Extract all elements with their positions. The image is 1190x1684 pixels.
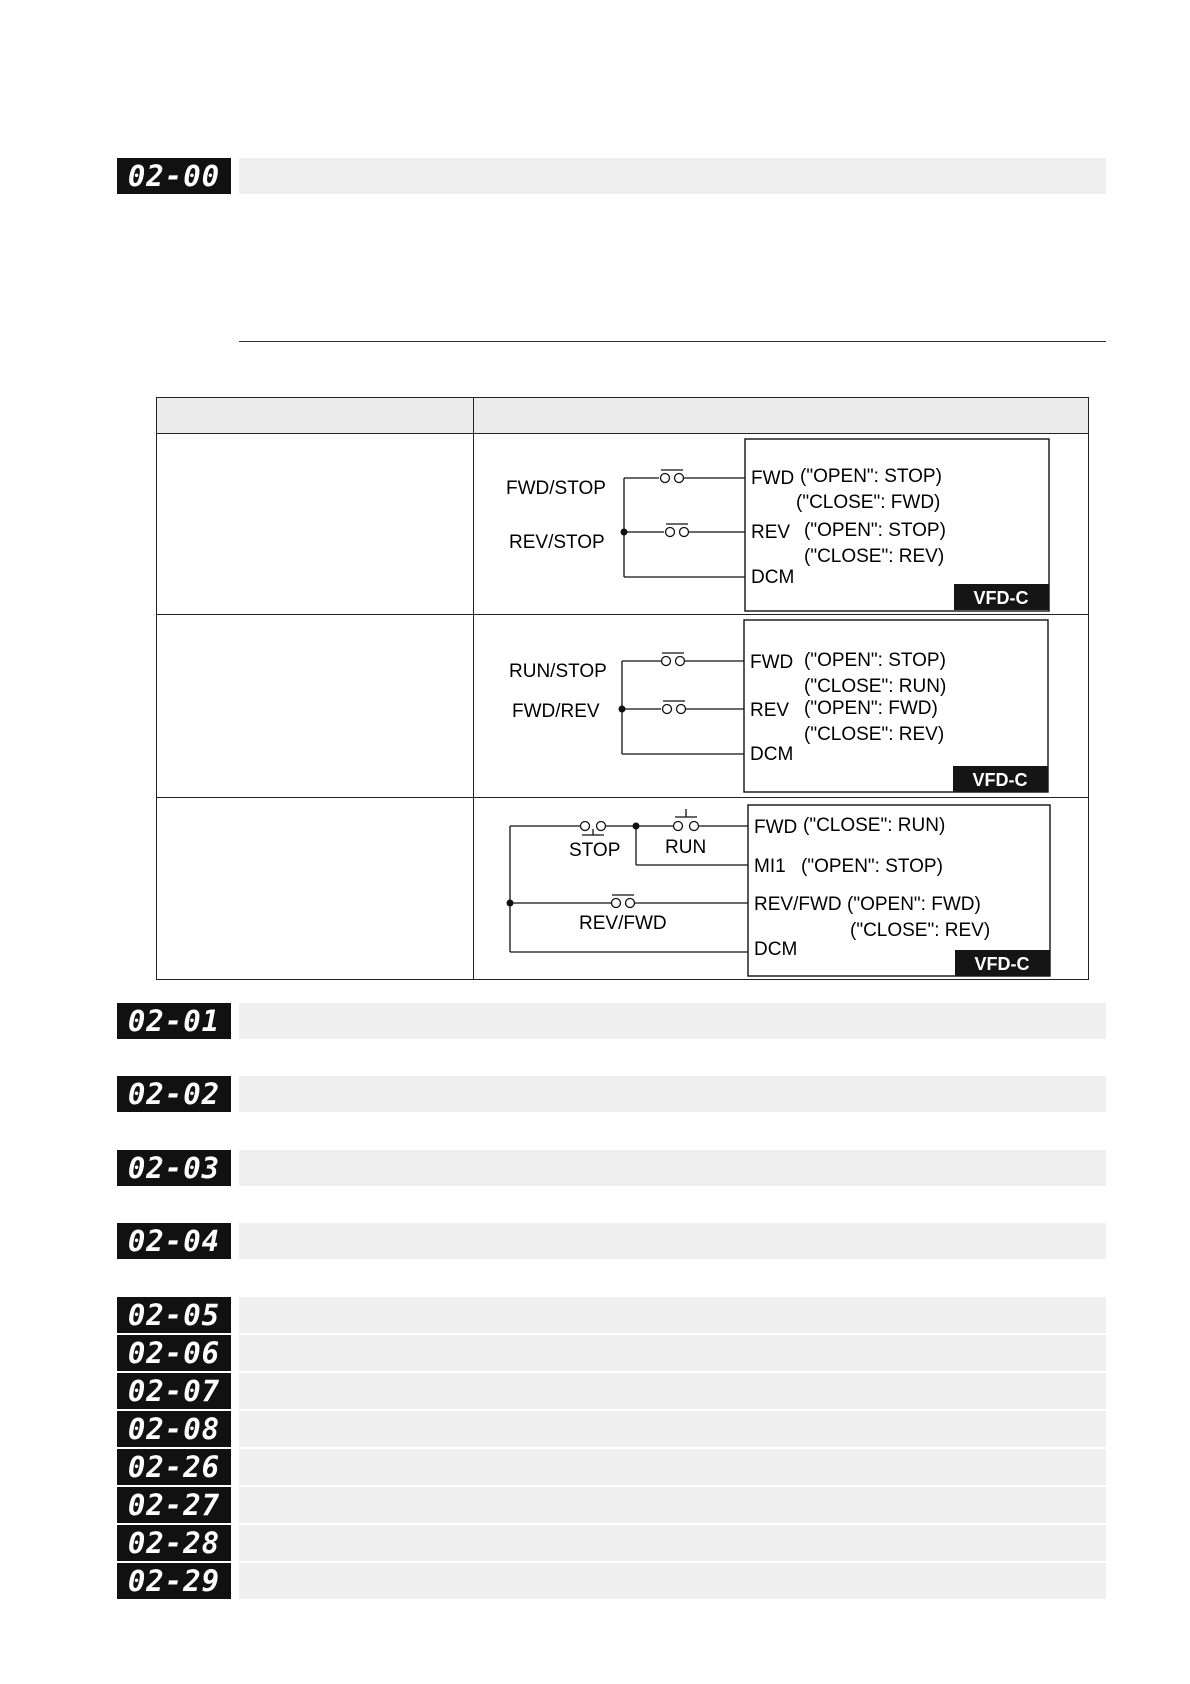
param-code-display: 02-27: [117, 1487, 231, 1523]
terminal-label: MI1: [754, 856, 786, 877]
param-row-02-04: [117, 1223, 1106, 1259]
param-row-02-03: [117, 1150, 1106, 1186]
state-label: ("OPEN": FWD): [804, 698, 938, 719]
state-label: ("CLOSE": REV): [804, 546, 945, 567]
terminal-label: REV/FWD: [754, 894, 842, 915]
param-header-bar: [239, 1487, 1106, 1523]
terminal-label: FWD: [750, 652, 794, 673]
param-header-bar: [239, 1563, 1106, 1599]
wiring-diagram-fwd-rev: [474, 434, 1088, 614]
param-code-display: 02-01: [117, 1003, 231, 1039]
param-header-bar: [239, 1335, 1106, 1371]
terminal-label: DCM: [754, 939, 798, 960]
state-label: ("OPEN": STOP): [801, 856, 943, 877]
state-label: ("CLOSE": RUN): [804, 676, 947, 697]
param-header-bar: [239, 1449, 1106, 1485]
section-divider: [239, 341, 1106, 342]
terminal-label: DCM: [751, 567, 795, 588]
terminal-label: REV: [750, 700, 790, 721]
state-label: ("CLOSE": REV): [804, 724, 945, 745]
terminal-label: DCM: [750, 744, 794, 765]
switch-label: STOP: [569, 840, 621, 861]
param-row-02-27: [117, 1487, 1106, 1523]
drive-badge: VFD-C: [973, 588, 1029, 608]
param-row-02-08: [117, 1411, 1106, 1447]
param-header-bar: [239, 1373, 1106, 1409]
switch-label: RUN/STOP: [509, 661, 607, 682]
param-row-02-00: [117, 158, 1106, 194]
param-code-display: 02-04: [117, 1223, 231, 1259]
drive-badge: VFD-C: [972, 770, 1028, 790]
param-code-display: 02-26: [117, 1449, 231, 1485]
state-label: ("OPEN": FWD): [847, 894, 981, 915]
param-header-bar: [239, 1411, 1106, 1447]
param-header-bar: [239, 1525, 1106, 1561]
param-code-display: 02-29: [117, 1563, 231, 1599]
param-row-02-28: [117, 1525, 1106, 1561]
param-header-bar: [239, 1150, 1106, 1186]
state-label: ("CLOSE": REV): [850, 920, 991, 941]
drive-badge: VFD-C: [974, 954, 1030, 974]
switch-label: REV/STOP: [509, 532, 605, 553]
state-label: ("CLOSE": FWD): [796, 492, 941, 513]
wiring-diagram-three-wire: [474, 799, 1088, 979]
terminal-label: REV: [751, 522, 791, 543]
param-row-02-05: [117, 1297, 1106, 1333]
param-code-display: 02-06: [117, 1335, 231, 1371]
param-code-display: 02-07: [117, 1373, 231, 1409]
param-header-bar: [239, 1297, 1106, 1333]
param-code-display: 02-08: [117, 1411, 231, 1447]
state-label: ("OPEN": STOP): [804, 520, 946, 541]
switch-label: FWD/REV: [512, 701, 600, 722]
param-code-display: 02-28: [117, 1525, 231, 1561]
param-row-02-01: [117, 1003, 1106, 1039]
param-code-display: 02-05: [117, 1297, 231, 1333]
state-label: ("CLOSE": RUN): [803, 815, 946, 836]
param-code-display: 02-00: [117, 158, 231, 194]
switch-label: REV/FWD: [579, 913, 667, 934]
param-code-display: 02-03: [117, 1150, 231, 1186]
state-label: ("OPEN": STOP): [804, 650, 946, 671]
param-row-02-26: [117, 1449, 1106, 1485]
terminal-label: FWD: [754, 817, 798, 838]
param-header-bar: [239, 1223, 1106, 1259]
param-row-02-02: [117, 1076, 1106, 1112]
wiring-diagram-run-fwdrev: [474, 616, 1088, 797]
param-code-display: 02-02: [117, 1076, 231, 1112]
param-row-02-06: [117, 1335, 1106, 1371]
param-header-bar: [239, 1076, 1106, 1112]
state-label: ("OPEN": STOP): [800, 466, 942, 487]
param-row-02-07: [117, 1373, 1106, 1409]
param-row-02-29: [117, 1563, 1106, 1599]
terminal-label: FWD: [751, 468, 795, 489]
wiring-table: [156, 397, 1089, 980]
switch-label: FWD/STOP: [506, 478, 606, 499]
switch-label: RUN: [665, 837, 707, 858]
param-header-bar: [239, 158, 1106, 194]
param-header-bar: [239, 1003, 1106, 1039]
